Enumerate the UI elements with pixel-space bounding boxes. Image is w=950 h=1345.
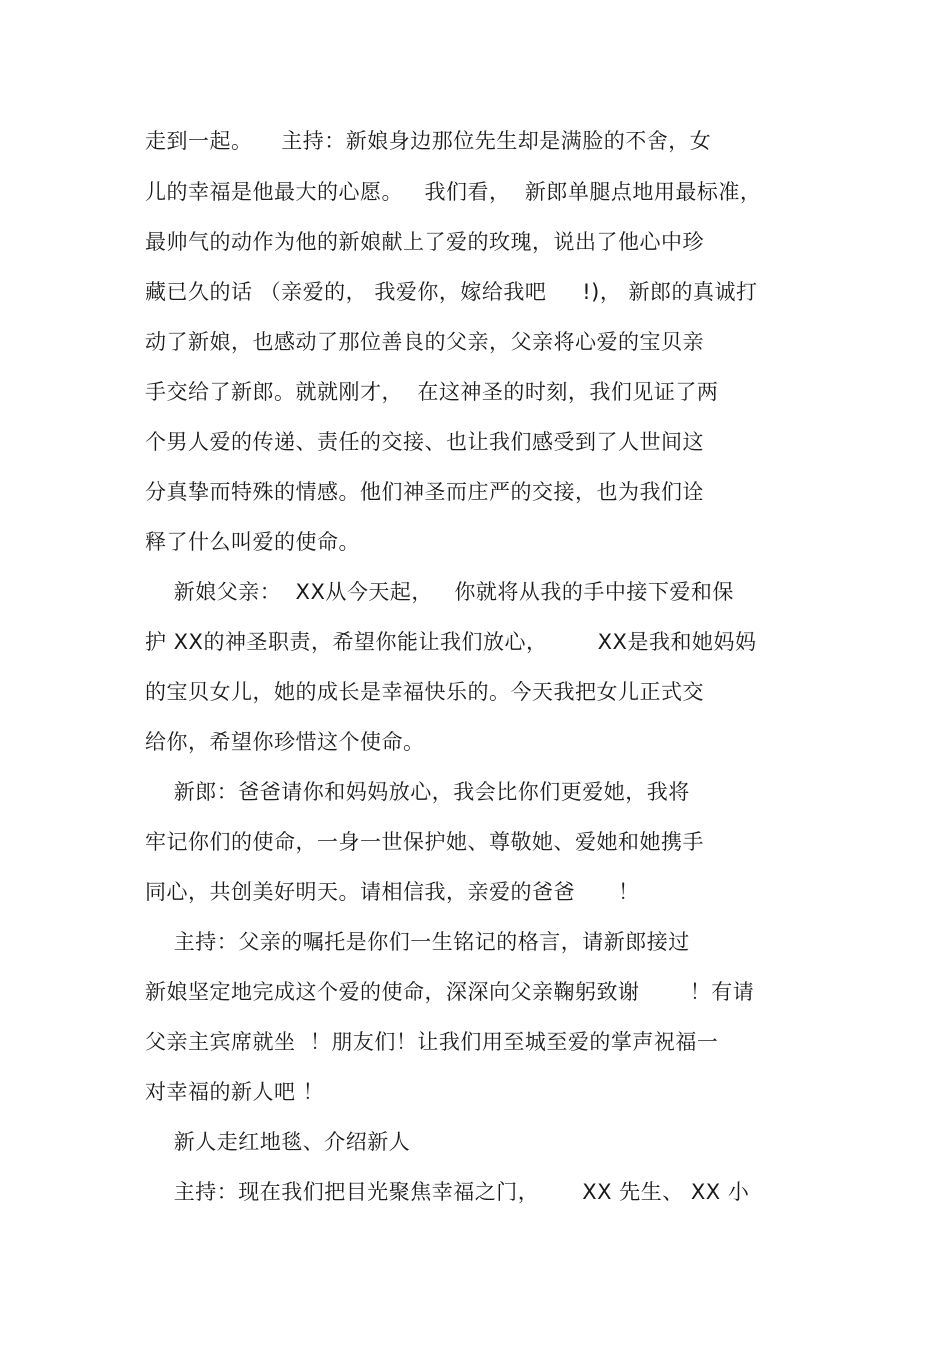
text-line: 手交给了新郎。就就刚才， 在这神圣的时刻，我们见证了两 [145, 380, 719, 404]
text-line: 分真挚而特殊的情感。他们神圣而庄严的交接，也为我们诠 [145, 480, 704, 504]
text-line: 护 XX的神圣职责，希望你能让我们放心， XX是我和她妈妈 [145, 630, 757, 654]
text-line: 新人走红地毯、介绍新人 [145, 1130, 411, 1154]
text-line: 对幸福的新人吧 ！ [145, 1080, 325, 1104]
text-line: 儿的幸福是他最大的心愿。 我们看， 新郎单腿点地用最标准， [145, 180, 762, 204]
text-line: 同心，共创美好明天。请相信我，亲爱的爸爸 ！ [145, 880, 640, 904]
text-line: 父亲主宾席就坐 ！朋友们！让我们用至城至爱的掌声祝福一 [145, 1030, 719, 1054]
text-line: 的宝贝女儿，她的成长是幸福快乐的。今天我把女儿正式交 [145, 680, 704, 704]
text-line: 主持：父亲的嘱托是你们一生铭记的格言，请新郎接过 [145, 930, 690, 954]
text-line: 最帅气的动作为他的新娘献上了爱的玫瑰，说出了他心中珍 [145, 230, 704, 254]
text-line: 新郎：爸爸请你和妈妈放心，我会比你们更爱她，我将 [145, 780, 690, 804]
text-line: 主持：现在我们把目光聚焦幸福之门， XX 先生、 XX 小 [145, 1180, 750, 1204]
text-line: 新娘父亲： XX从今天起， 你就将从我的手中接下爱和保 [145, 580, 734, 604]
text-line: 个男人爱的传递、责任的交接、也让我们感受到了人世间这 [145, 430, 704, 454]
text-line: 动了新娘，也感动了那位善良的父亲，父亲将心爱的宝贝亲 [145, 330, 704, 354]
text-line: 释了什么叫爱的使命。 [145, 530, 360, 554]
text-line: 藏已久的话 （亲爱的， 我爱你，嫁给我吧 !)， 新郎的真诚打 [145, 280, 758, 304]
text-line: 新娘坚定地完成这个爱的使命，深深向父亲鞠躬致谢 ！有请 [145, 980, 755, 1004]
text-line: 走到一起。 主持：新娘身边那位先生却是满脸的不舍，女 [145, 129, 712, 153]
text-line: 牢记你们的使命，一身一世保护她、尊敬她、爱她和她携手 [145, 830, 704, 854]
text-line: 给你，希望你珍惜这个使命。 [145, 730, 425, 754]
